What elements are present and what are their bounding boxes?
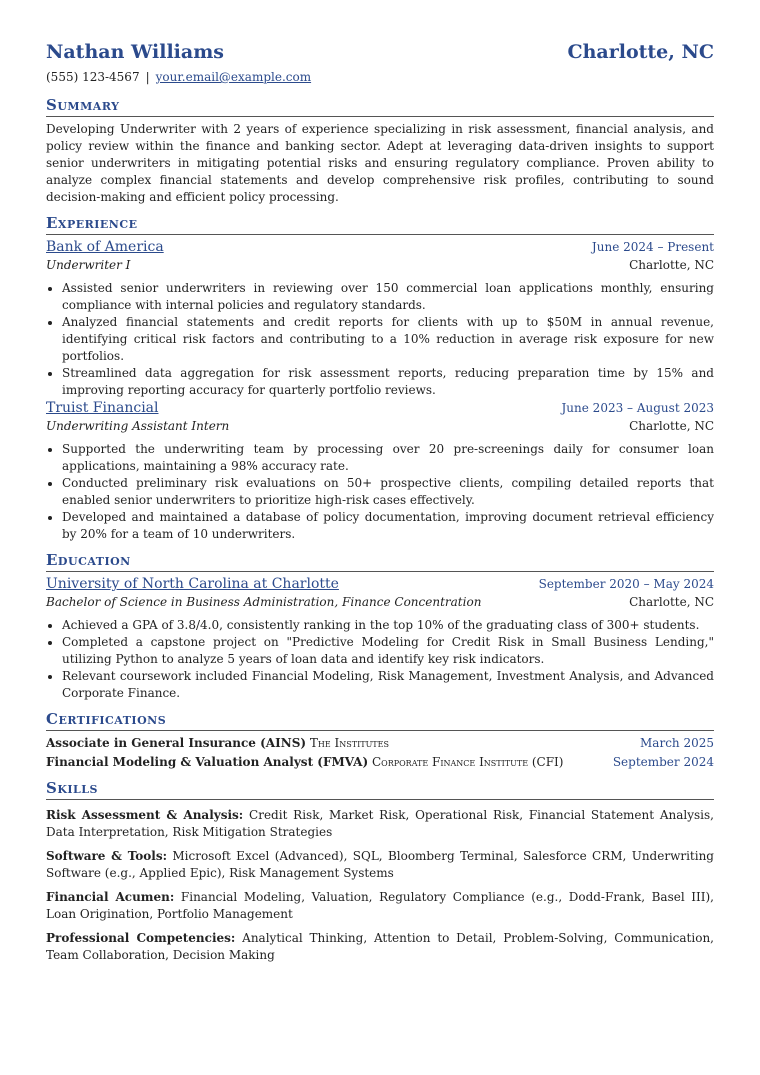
degree: Bachelor of Science in Business Administration, Finance Concentration [46,595,482,609]
certification-issuer: The Institutes [309,736,389,750]
bullet-item: • Supported the underwriting team by processing over 20 pre-screenings daily for consumer loan applications, maintaining a 98% accuracy rate. [62,441,714,475]
email-link[interactable]: your.email@example.com [155,70,312,84]
education-entry [46,575,714,702]
contact-separator: | [145,70,150,84]
education-bullets [46,617,714,702]
experience-heading: Experience [46,214,714,235]
certification-text [46,754,563,771]
skill-label: Risk Assessment & Analysis: [46,808,244,822]
school-name[interactable]: University of North Carolina at Charlotte [46,576,339,592]
skill-text: Financial Modeling, Valuation, Regulatory Compliance (e.g., Dodd-Frank, Basel III), Loan Origination, Portfolio Management [46,890,714,921]
skill-text: Analytical Thinking, Attention to Detail, Problem-Solving, Communication, Team Collaboration, Decision Making [46,931,714,962]
resume-header [46,40,714,64]
skill-text: Credit Risk, Market Risk, Operational Risk, Financial Statement Analysis, Data Interpretation, Risk Mitigation Strategies [46,808,714,839]
certification-item [46,754,714,771]
bullet-item: • Relevant coursework included Financial Modeling, Risk Management, Investment Analysis, and Advanced Corporate Finance. [62,668,714,702]
resume-page [46,0,714,964]
job-role: Underwriting Assistant Intern [46,419,230,433]
certification-item [46,735,714,752]
bullet-item: • Conducted preliminary risk evaluations on 50+ prospective clients, compiling detailed reports that enabled senior underwriters to prioritize high-risk cases effectively. [62,475,714,509]
skill-label: Professional Competencies: [46,931,236,945]
education-header [46,575,714,594]
job-subheader [46,257,714,274]
skills-heading: Skills [46,779,714,800]
certification-text [46,735,389,752]
bullet-item: • Completed a capstone project on "Predictive Modeling for Credit Risk in Small Business Lending," utilizing Python to analyze 5 years of loan data and identify key risk indicators. [62,634,714,668]
job-header [46,238,714,257]
certification-date: September 2024 [612,755,714,769]
summary-heading: Summary [46,96,714,117]
skill-label: Financial Acumen: [46,890,175,904]
job-company[interactable]: Bank of America [46,239,164,255]
phone-number: (555) 123-4567 [46,70,140,84]
job-bullets [46,280,714,399]
certification-name: Associate in General Insurance (AINS) [46,736,307,750]
skill-group [46,848,714,882]
candidate-location: Charlotte, NC [567,41,714,63]
candidate-name: Nathan Williams [46,41,224,63]
skill-group [46,889,714,923]
contact-line [46,69,714,86]
certification-date: March 2025 [640,736,714,750]
bullet-item: • Analyzed financial statements and credit reports for clients with up to $50M in annual revenue, identifying critical risk factors and contributing to a 10% reduction in average risk exposure for new portfolios. [62,314,714,365]
job-subheader [46,418,714,435]
job-company[interactable]: Truist Financial [46,400,159,416]
summary-text: Developing Underwriter with 2 years of experience specializing in risk assessment, financial analysis, and policy review within the finance and banking sector. Adept at leveraging data-driven insights to support senior underwriters in mitigating potential risks and ensuring regulatory compliance. Proven ability to analyze complex financial statements and develop comprehensive risk profiles, contributing to sound decision-making and efficient policy processing. [46,122,714,204]
certification-name: Financial Modeling & Valuation Analyst (FMVA) [46,755,369,769]
education-location: Charlotte, NC [629,595,714,609]
bullet-item: • Assisted senior underwriters in reviewing over 150 commercial loan applications monthly, ensuring compliance with internal policies and regulatory standards. [62,280,714,314]
job-location: Charlotte, NC [629,258,714,272]
bullet-item: • Developed and maintained a database of policy documentation, improving document retrieval efficiency by 20% for a team of 10 underwriters. [62,509,714,543]
job-entry [46,238,714,399]
job-bullets [46,441,714,543]
education-subheader [46,594,714,611]
job-location: Charlotte, NC [629,419,714,433]
education-heading: Education [46,551,714,572]
skill-group [46,807,714,841]
bullet-item: • Streamlined data aggregation for risk assessment reports, reducing preparation time by 15% and improving reporting accuracy for quarterly portfolio reviews. [62,365,714,399]
job-entry [46,399,714,543]
bullet-item: • Achieved a GPA of 3.8/4.0, consistently ranking in the top 10% of the graduating class of 300+ students. [62,617,714,634]
job-dates: June 2024 – Present [591,240,714,254]
skill-text: Microsoft Excel (Advanced), SQL, Bloomberg Terminal, Salesforce CRM, Underwriting Software (e.g., Applied Epic), Risk Management Systems [46,849,714,880]
certifications-heading: Certifications [46,710,714,731]
job-role: Underwriter I [46,258,131,272]
job-header [46,399,714,418]
job-dates: June 2023 – August 2023 [561,401,714,415]
certification-issuer: Corporate Finance Institute (CFI) [371,755,564,769]
education-dates: September 2020 – May 2024 [538,577,714,591]
skill-label: Software & Tools: [46,849,168,863]
skill-group [46,930,714,964]
